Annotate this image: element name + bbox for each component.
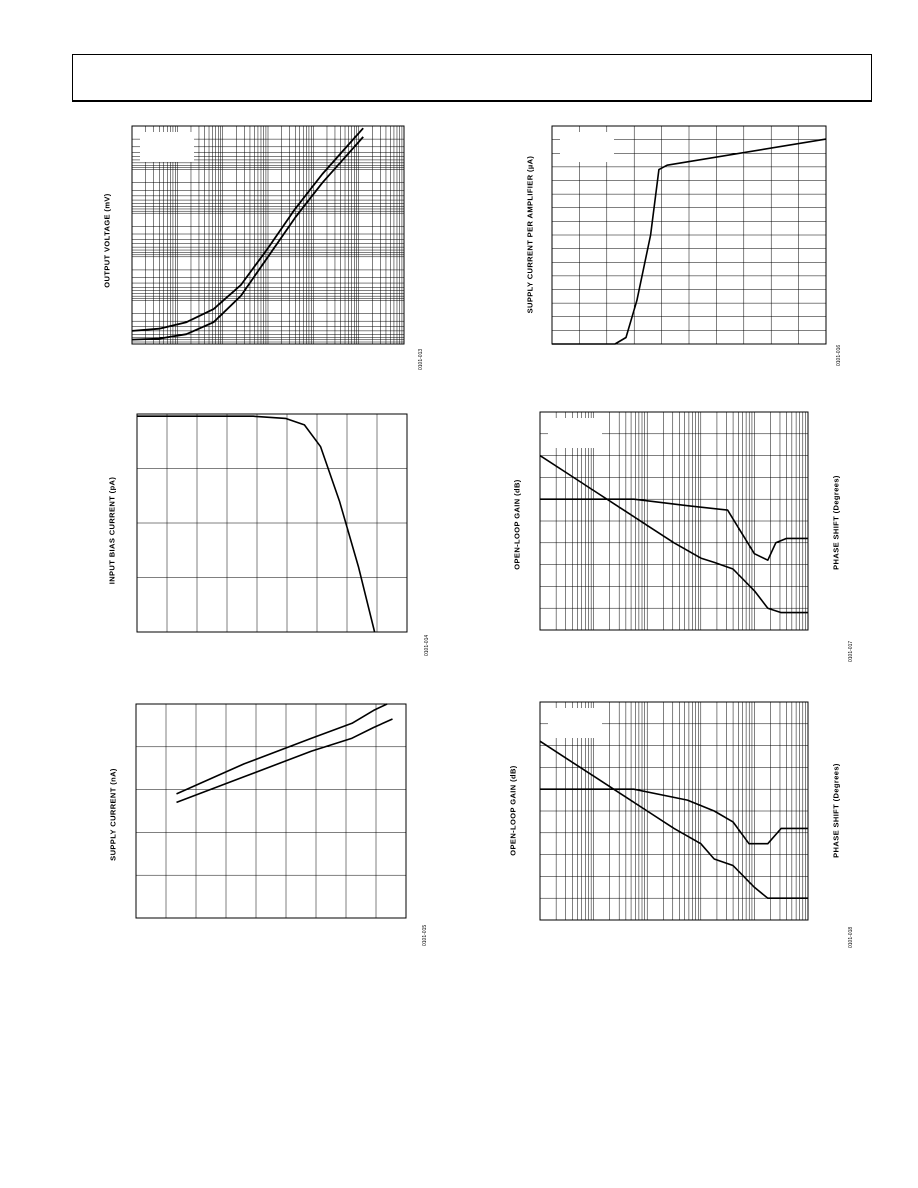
series-line-2 <box>177 719 393 802</box>
page-header <box>72 54 872 102</box>
plot-frame <box>136 704 406 918</box>
phase-shift-2-y-label: PHASE SHIFT (Degrees) <box>831 763 841 858</box>
series-line-2 <box>540 789 808 844</box>
supply-current-per-amp-y-label: SUPPLY CURRENT PER AMPLIFIER (µA) <box>525 155 535 314</box>
open-loop-gain-chart-1 <box>540 412 808 630</box>
supply-current-per-amp-plot <box>552 126 826 344</box>
open-loop-gain-plot-1 <box>540 412 808 630</box>
figure-id-0101-015: 0101-015 <box>422 924 428 946</box>
output-voltage-chart <box>132 126 404 344</box>
input-bias-current-chart <box>137 414 407 632</box>
supply-current-y-label: SUPPLY CURRENT (nA) <box>108 768 118 861</box>
legend-box <box>548 708 602 738</box>
phase-shift-1-y-label: PHASE SHIFT (Degrees) <box>831 475 841 570</box>
series-line-1 <box>540 741 808 898</box>
supply-current-chart <box>136 704 406 918</box>
figure-id-0101-018: 0101-018 <box>848 926 854 948</box>
series-line-1 <box>540 456 808 613</box>
output-voltage-y-label: OUTPUT VOLTAGE (mV) <box>102 193 112 288</box>
legend-box <box>140 132 194 162</box>
legend-box <box>560 132 614 162</box>
open-loop-gain-plot-2 <box>540 702 808 920</box>
figure-id-0101-017: 0101-017 <box>848 640 854 662</box>
series-line-2 <box>540 499 808 560</box>
open-loop-gain-chart-2 <box>540 702 808 920</box>
series-line-1 <box>137 416 375 632</box>
figure-id-0101-014: 0101-014 <box>424 634 430 656</box>
input-bias-current-plot <box>137 414 407 632</box>
series-line-1 <box>177 704 388 794</box>
output-voltage-plot <box>132 126 404 344</box>
open-loop-gain-1-y-label: OPEN-LOOP GAIN (dB) <box>512 479 522 570</box>
open-loop-gain-2-y-label: OPEN-LOOP GAIN (dB) <box>508 765 518 856</box>
legend-box <box>548 418 602 448</box>
figure-id-0101-013: 0101-013 <box>418 348 424 370</box>
input-bias-current-y-label: INPUT BIAS CURRENT (pA) <box>107 476 117 585</box>
figure-id-0101-016: 0101-016 <box>836 344 842 366</box>
supply-current-per-amp-chart <box>552 126 826 344</box>
supply-current-plot <box>136 704 406 918</box>
